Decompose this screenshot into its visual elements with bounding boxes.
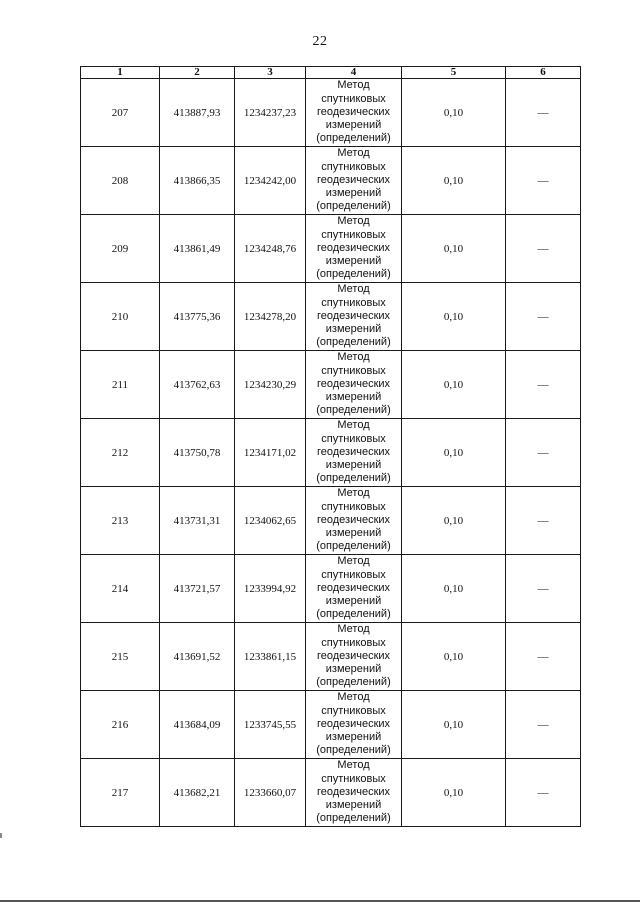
table-row [81,283,581,351]
note-cell: — [506,147,581,215]
accuracy-cell: 0,10 [402,351,506,419]
coordinates-table [80,66,581,827]
method-cell: Метод спутниковых геодезических измерений (определений) [306,147,402,215]
x-coordinate-cell: 413762,63 [160,351,235,419]
note-cell: — [506,759,581,827]
column-header: 5 [402,67,506,79]
y-coordinate-cell: 1233994,92 [235,555,306,623]
point-number-cell: 215 [81,623,160,691]
method-cell: Метод спутниковых геодезических измерений (определений) [306,759,402,827]
accuracy-cell: 0,10 [402,691,506,759]
x-coordinate-cell: 413861,49 [160,215,235,283]
table-row [81,487,581,555]
method-cell: Метод спутниковых геодезических измерений (определений) [306,419,402,487]
note-cell: — [506,623,581,691]
accuracy-cell: 0,10 [402,487,506,555]
accuracy-cell: 0,10 [402,555,506,623]
table-row [81,351,581,419]
point-number-cell: 214 [81,555,160,623]
method-cell: Метод спутниковых геодезических измерений (определений) [306,283,402,351]
page-number: 22 [312,34,328,49]
column-header: 3 [235,67,306,79]
accuracy-cell: 0,10 [402,623,506,691]
point-number-cell: 212 [81,419,160,487]
table-row [81,555,581,623]
x-coordinate-cell: 413750,78 [160,419,235,487]
x-coordinate-cell: 413721,57 [160,555,235,623]
note-cell: — [506,487,581,555]
x-coordinate-cell: 413775,36 [160,283,235,351]
x-coordinate-cell: 413887,93 [160,79,235,147]
column-header: 1 [81,67,160,79]
note-cell: — [506,215,581,283]
table-row [81,623,581,691]
accuracy-cell: 0,10 [402,147,506,215]
accuracy-cell: 0,10 [402,419,506,487]
point-number-cell: 213 [81,487,160,555]
point-number-cell: 216 [81,691,160,759]
column-header: 6 [506,67,581,79]
method-cell: Метод спутниковых геодезических измерений (определений) [306,487,402,555]
note-cell: — [506,79,581,147]
note-cell: — [506,691,581,759]
y-coordinate-cell: 1234171,02 [235,419,306,487]
y-coordinate-cell: 1233861,15 [235,623,306,691]
y-coordinate-cell: 1234248,76 [235,215,306,283]
y-coordinate-cell: 1234278,20 [235,283,306,351]
note-cell: — [506,351,581,419]
x-coordinate-cell: 413866,35 [160,147,235,215]
x-coordinate-cell: 413731,31 [160,487,235,555]
method-cell: Метод спутниковых геодезических измерений (определений) [306,215,402,283]
y-coordinate-cell: 1234230,29 [235,351,306,419]
table-row [81,759,581,827]
y-coordinate-cell: 1233660,07 [235,759,306,827]
note-cell: — [506,283,581,351]
accuracy-cell: 0,10 [402,283,506,351]
method-cell: Метод спутниковых геодезических измерений (определений) [306,79,402,147]
method-cell: Метод спутниковых геодезических измерений (определений) [306,351,402,419]
table-header-row [81,67,581,79]
table-body [81,79,581,827]
accuracy-cell: 0,10 [402,215,506,283]
table-row [81,691,581,759]
table-row [81,419,581,487]
point-number-cell: 210 [81,283,160,351]
y-coordinate-cell: 1234242,00 [235,147,306,215]
note-cell: — [506,419,581,487]
scan-edge-mark [0,833,2,838]
point-number-cell: 207 [81,79,160,147]
scan-bottom-edge [0,900,640,902]
column-header: 2 [160,67,235,79]
table-row [81,215,581,283]
method-cell: Метод спутниковых геодезических измерений (определений) [306,555,402,623]
accuracy-cell: 0,10 [402,79,506,147]
x-coordinate-cell: 413691,52 [160,623,235,691]
y-coordinate-cell: 1233745,55 [235,691,306,759]
accuracy-cell: 0,10 [402,759,506,827]
y-coordinate-cell: 1234062,65 [235,487,306,555]
point-number-cell: 217 [81,759,160,827]
method-cell: Метод спутниковых геодезических измерений (определений) [306,623,402,691]
method-cell: Метод спутниковых геодезических измерений (определений) [306,691,402,759]
x-coordinate-cell: 413684,09 [160,691,235,759]
y-coordinate-cell: 1234237,23 [235,79,306,147]
table-row [81,79,581,147]
table-row [81,147,581,215]
column-header: 4 [306,67,402,79]
point-number-cell: 208 [81,147,160,215]
x-coordinate-cell: 413682,21 [160,759,235,827]
point-number-cell: 209 [81,215,160,283]
point-number-cell: 211 [81,351,160,419]
note-cell: — [506,555,581,623]
